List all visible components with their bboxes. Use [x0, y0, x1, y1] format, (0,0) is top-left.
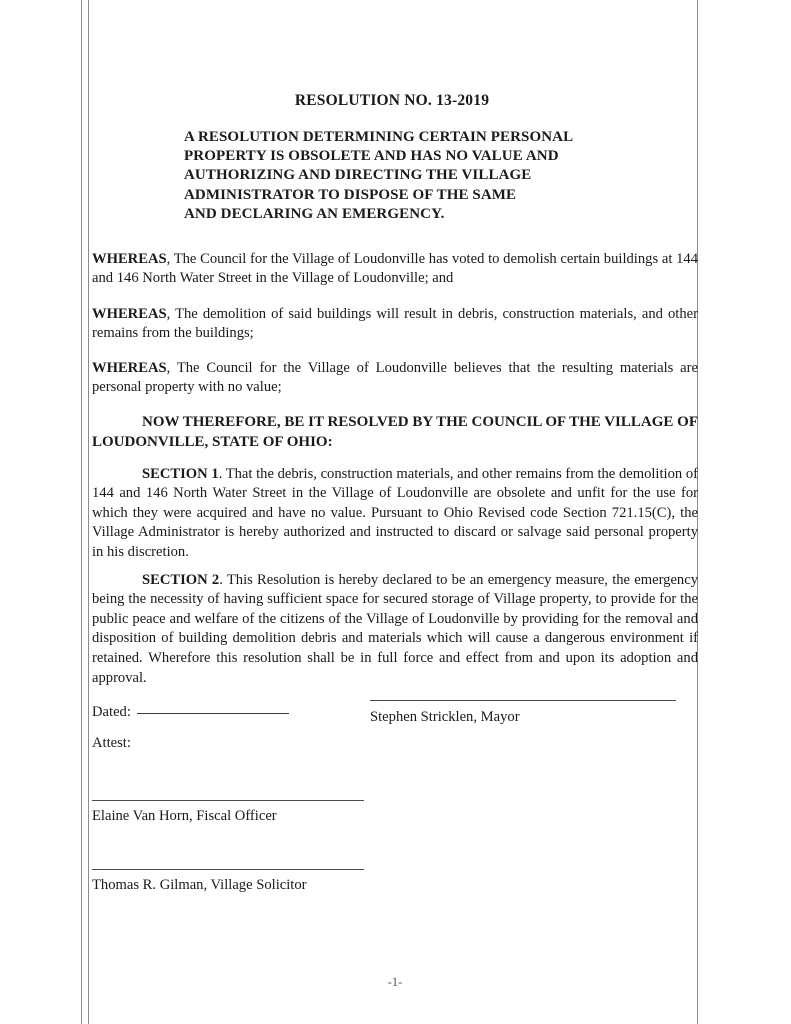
page-border-left-inner — [88, 0, 89, 1024]
whereas-label-3: WHEREAS — [92, 359, 167, 376]
whereas-clause-3 — [92, 359, 698, 398]
whereas-text-2: , The demolition of said buildings will result in debris, construction materials, and other remains from the buildings; — [92, 305, 698, 342]
section-1 — [92, 465, 698, 563]
resolved-clause-text: NOW THEREFORE, BE IT RESOLVED BY THE COUNCIL OF THE VILLAGE OF LOUDONVILLE, STATE OF OHIO: — [92, 414, 698, 450]
whereas-label-1: WHEREAS — [92, 250, 167, 267]
whereas-text-3: , The Council for the Village of Loudonville believes that the resulting materials are personal property with no value; — [92, 359, 698, 396]
attest-label: Attest: — [92, 735, 131, 751]
document-content — [92, 0, 698, 1024]
page-title: RESOLUTION NO. 13-2019 — [294, 92, 490, 109]
whereas-text-1: , The Council for the Village of Loudonville has voted to demolish certain buildings at 144 and 146 North Water Street in the Village of Loudonville; and — [92, 250, 698, 287]
subtitle-line-1: A RESOLUTION DETERMINING CERTAIN PERSONAL — [184, 129, 574, 145]
whereas-clause-2 — [92, 305, 698, 344]
mayor-name: Stephen Stricklen, Mayor — [370, 709, 520, 725]
subtitle-line-5: AND DECLARING AN EMERGENCY. — [184, 205, 445, 222]
dated-field — [92, 700, 289, 721]
document-subtitle — [184, 128, 573, 224]
page-number: -1- — [387, 975, 403, 989]
solicitor-signature-block — [92, 869, 364, 894]
page-border-left-outer — [81, 0, 82, 1024]
section-1-label: SECTION 1 — [142, 465, 219, 482]
section-1-body: . That the debris, construction materials, and other remains from the demolition of 144 and 146 North Water Street in the Village of Loudonville are obsolete and unfit for the use for which they were acquired and have no value. Pursuant to Ohio Revised code Section 721.15(C), the Village Administrator is hereby authorized and instructed to discard or salvage said personal property in his discretion. — [92, 465, 699, 560]
subtitle-line-4: ADMINISTRATOR TO DISPOSE OF THE SAME — [184, 186, 517, 203]
subtitle-line-2: PROPERTY IS OBSOLETE AND HAS NO VALUE AND — [184, 148, 559, 165]
subtitle-line-3: AUTHORIZING AND DIRECTING THE VILLAGE — [184, 167, 532, 184]
whereas-clause-1 — [92, 250, 698, 289]
section-2-label: SECTION 2 — [142, 571, 220, 588]
whereas-label-2: WHEREAS — [92, 305, 167, 322]
fiscal-officer-signature-block — [92, 800, 364, 825]
solicitor-name: Thomas R. Gilman, Village Solicitor — [92, 877, 307, 893]
resolved-clause — [92, 412, 698, 452]
section-2 — [92, 571, 698, 689]
fiscal-officer-name: Elaine Van Horn, Fiscal Officer — [92, 808, 277, 824]
section-2-body: . This Resolution is hereby declared to be an emergency measure, the emergency being the necessity of having sufficient space for secured storage of Village property, to provide for the public peace and welfare of the citizens of the Village of Loudonville by providing for the removal and disposition of building demolition debris and materials which will cause a dangerous environment if retained. Wherefore this resolution shall be in full force and effect from and upon its adoption and approval. — [92, 571, 699, 686]
dated-blank-line[interactable] — [137, 700, 289, 714]
dated-label: Dated: — [92, 704, 131, 720]
mayor-signature-block — [370, 700, 676, 726]
